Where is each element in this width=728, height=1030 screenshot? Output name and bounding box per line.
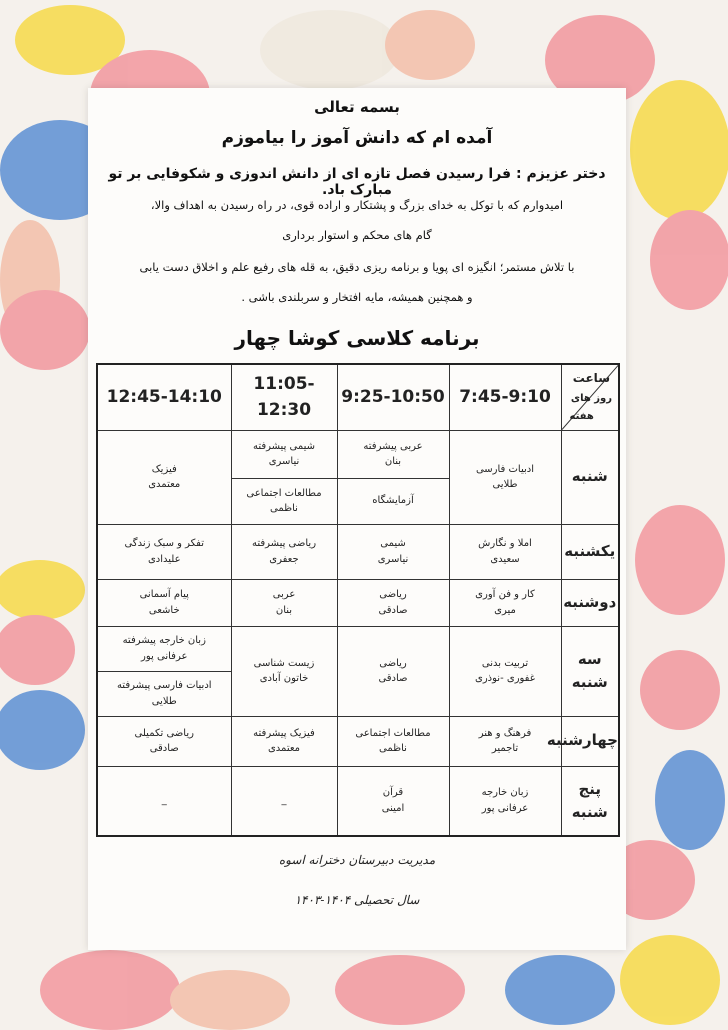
schedule-cell (449, 716, 561, 766)
greeting-text: دختر عزیزم : فرا رسیدن فصل تازه ای از دانش اندوزی و شکوفایی بر تو مبارک باد. (108, 166, 606, 198)
schedule-cell (97, 766, 231, 836)
subject: کار و فن آوری (475, 589, 535, 600)
academic-year: سال تحصیلی ۱۴۰۴-۱۴۰۳ (294, 893, 420, 907)
subject: عربی (272, 589, 296, 600)
schedule-cell (97, 671, 231, 716)
subject: زیست شناسی (253, 657, 315, 669)
schedule-cell (337, 478, 449, 524)
teacher: عرفانی پور (141, 650, 188, 662)
subject: شیمی (380, 538, 406, 549)
teacher: معتمدی (148, 479, 181, 490)
subject: تفکر و سبک زندگی (124, 538, 205, 549)
teacher: معتمدی (267, 743, 301, 754)
subject: املا و نگارش (478, 538, 532, 549)
wish-line-4: و همچنین همیشه، مایه افتخار و سربلندی باشی . (241, 290, 473, 304)
teacher: علیدادی (147, 553, 181, 565)
corner-days-label: روز های (570, 393, 612, 404)
teacher: طلایی (151, 695, 177, 707)
teacher: طلایی (492, 479, 518, 490)
wish-line-1: امیدوارم که با توکل به خدای بزرگ و پشتکار و اراده قوی، در راه رسیدن به اهداف والا، (150, 198, 564, 212)
time-slot-2: 9:25-10:50 (337, 364, 449, 430)
subject: ریاضی تکمیلی (134, 727, 194, 739)
time-slot-3: 11:05-12:30 (231, 364, 337, 430)
schedule-cell (337, 579, 449, 626)
schedule-cell (97, 524, 231, 579)
schedule-cell (337, 430, 449, 478)
teacher: ناظمی (270, 503, 298, 514)
program-title: برنامه کلاسی کوشا چهار (234, 326, 480, 350)
subject: پیام آسمانی (139, 589, 189, 600)
wish-line-3: با تلاش مستمر؛ انگیزه ای پویا و برنامه ریزی دقیق، به قله های رفیع علم و اخلاق دست یابی (139, 260, 575, 274)
teacher: امینی (381, 802, 405, 814)
wish-line-2: گام های محکم و استوار برداری (282, 228, 432, 242)
teacher: بنان (275, 604, 293, 616)
empty-slot: _ (281, 795, 287, 806)
teacher: میری (494, 604, 516, 616)
school-management-signature: مدیریت دبیرستان دخترانه اسوه (278, 853, 436, 867)
subject: مطالعات اجتماعی (246, 487, 322, 499)
table-row-wednesday (97, 716, 619, 766)
schedule-cell (231, 579, 337, 626)
teacher: بنان (384, 456, 402, 467)
day-sunday: یکشنبه (561, 524, 619, 579)
teacher: عرفانی پور (481, 802, 529, 814)
teacher: ناظمی (379, 743, 407, 754)
day-tuesday: سه شنبه (561, 626, 619, 716)
schedule-cell (97, 579, 231, 626)
schedule-cell (449, 579, 561, 626)
day-saturday: شنبه (561, 430, 619, 524)
schedule-cell (449, 766, 561, 836)
empty-slot: _ (161, 795, 167, 806)
teacher: نیاسری (268, 456, 300, 467)
schedule-cell (231, 626, 337, 716)
subject: زبان خارجه پیشرفته (122, 635, 206, 646)
time-slot-4: 12:45-14:10 (97, 364, 231, 430)
schedule-cell (97, 716, 231, 766)
table-row-tuesday (97, 626, 619, 671)
schedule-cell (231, 716, 337, 766)
table-row-thursday (97, 766, 619, 836)
schedule-cell (231, 524, 337, 579)
subject: فیزیک پیشرفته (253, 727, 315, 739)
subject: فرهنگ و هنر (478, 727, 532, 739)
teacher: نیاسری (377, 553, 409, 565)
table-header-row (97, 364, 619, 430)
subject: فیزیک (151, 463, 177, 475)
schedule-cell (337, 524, 449, 579)
schedule-cell (337, 766, 449, 836)
schedule-cell (231, 478, 337, 524)
subject: مطالعات اجتماعی (355, 727, 431, 739)
teacher: خاتون آبادی (259, 673, 309, 684)
schedule-cell (449, 524, 561, 579)
schedule-cell (231, 766, 337, 836)
teacher: تاجمیر (491, 743, 519, 754)
subject: ریاضی (379, 657, 407, 669)
teacher: صادقی (378, 604, 408, 616)
class-schedule-table (96, 363, 620, 837)
schedule-cell (97, 430, 231, 524)
schedule-cell (337, 626, 449, 716)
corner-week-label: هفته (569, 411, 594, 422)
subject: شیمی پیشرفته (252, 440, 316, 452)
teacher: خاشعی (148, 604, 180, 616)
subject: ریاضی (379, 589, 407, 600)
schedule-cell (231, 430, 337, 478)
teacher: غفوری -نوذری (475, 673, 535, 684)
teacher: جعفری (269, 553, 299, 565)
subject: ادبیات فارسی پیشرفته (116, 680, 212, 691)
table-row-monday (97, 579, 619, 626)
subject: آزمایشگاه (372, 495, 414, 507)
subject: ادبیات فارسی (475, 463, 535, 475)
bismillah-heading: بسمه تعالی (314, 98, 400, 116)
day-monday: دوشنبه (561, 579, 619, 626)
schedule-cell (449, 430, 561, 524)
main-title: آمده ام که دانش آموز را بیاموزم (221, 128, 493, 148)
table-row-saturday (97, 430, 619, 478)
schedule-card (88, 88, 626, 950)
schedule-cell (337, 716, 449, 766)
corner-hour-label: ساعت (572, 371, 610, 385)
day-thursday: پنج شنبه (561, 766, 619, 836)
table-row-sunday (97, 524, 619, 579)
subject: زبان خارجه (481, 787, 529, 799)
day-wednesday: چهارشنبه (561, 716, 619, 766)
corner-cell (561, 364, 619, 430)
schedule-cell (97, 626, 231, 671)
time-slot-1: 7:45-9:10 (449, 364, 561, 430)
subject: عربی پیشرفته (363, 440, 423, 452)
subject: قرآن (382, 787, 404, 799)
teacher: سعیدی (490, 553, 520, 565)
subject: ریاضی پیشرفته (251, 538, 317, 549)
teacher: صادقی (149, 743, 179, 754)
teacher: صادقی (378, 673, 408, 684)
subject: تربیت بدنی (481, 657, 529, 669)
schedule-cell (449, 626, 561, 716)
